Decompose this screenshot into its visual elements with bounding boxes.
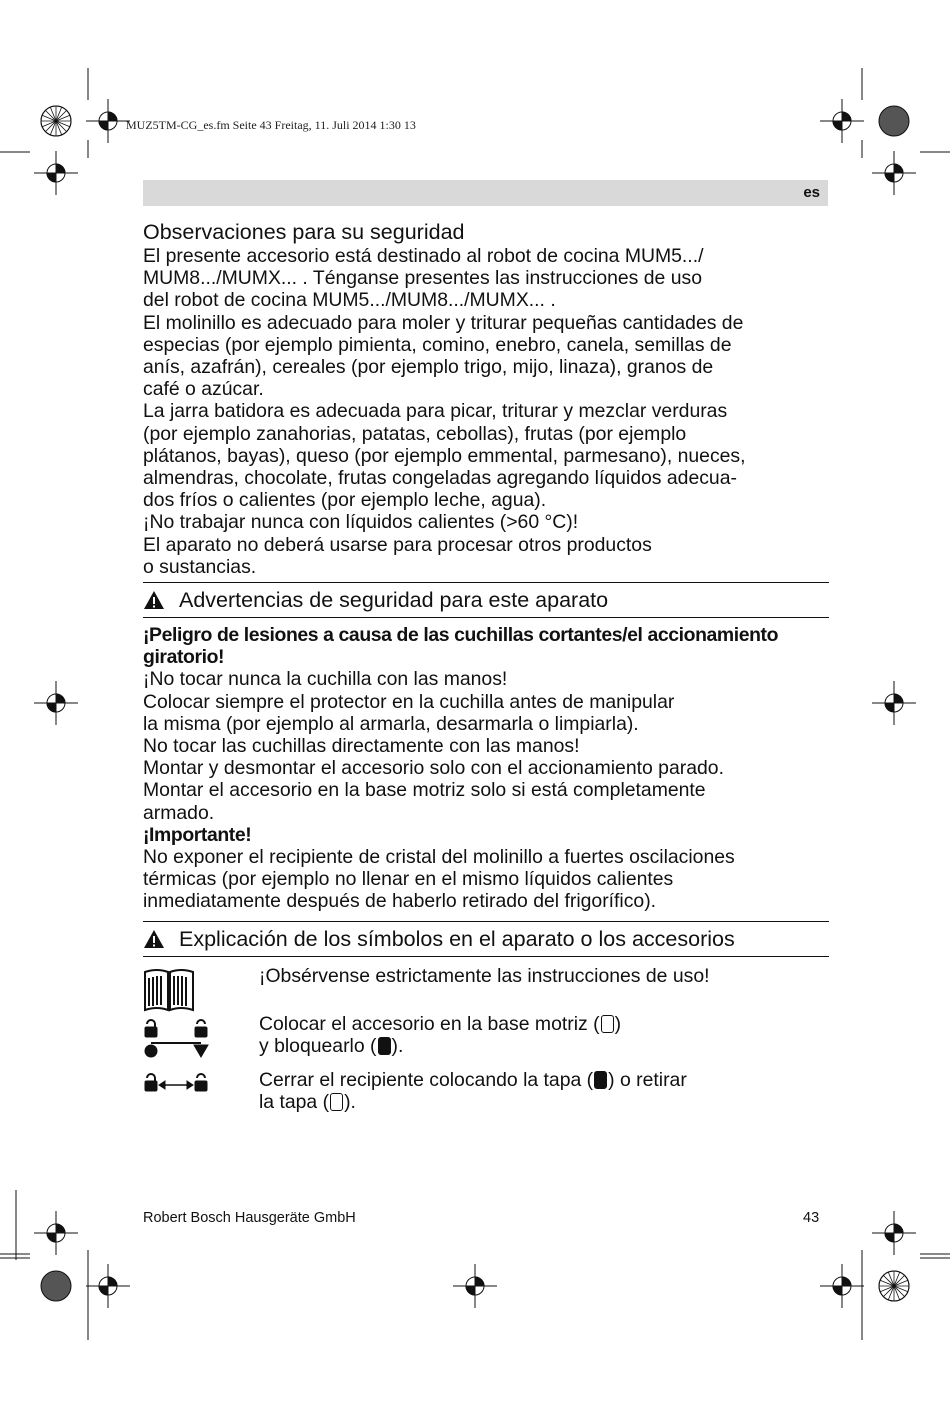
danger-line: ¡Peligro de lesiones a causa de las cuchillas cortantes/el accionamiento <box>143 624 779 647</box>
symbol-text <box>259 1013 819 1057</box>
book-icon <box>143 966 195 1014</box>
text-line: anís, azafrán), cereales (por ejemplo trigo, mijo, linaza), granos de <box>143 356 714 379</box>
text-line: Montar y desmontar el accesorio solo con el accionamiento parado. <box>143 757 724 780</box>
text-line: El aparato no deberá usarse para procesar otros productos <box>143 533 652 556</box>
unlocked-icon <box>330 1093 343 1111</box>
safety-paragraph <box>143 245 829 578</box>
symbol-text <box>259 1069 819 1113</box>
text-line: MUM8.../MUMX... . Ténganse presentes las instrucciones de uso <box>143 267 702 290</box>
text-fragment: ). <box>391 1035 404 1058</box>
text-line: No exponer el recipiente de cristal del molinillo a fuertes oscilaciones <box>143 846 735 869</box>
text-line: ¡No trabajar nunca con líquidos calientes (>60 °C)! <box>143 511 579 534</box>
text-fragment: ). <box>344 1091 356 1114</box>
lock-lid-icon <box>143 1070 209 1094</box>
locked-icon <box>594 1071 607 1089</box>
language-bar <box>143 180 828 206</box>
text-line: la misma (por ejemplo al armarla, desarmarla o limpiarla). <box>143 712 639 735</box>
section-heading-warnings <box>143 583 829 617</box>
text-line: armado. <box>143 801 215 824</box>
text-line: café o azúcar. <box>143 378 264 401</box>
warning-triangle-icon <box>143 929 165 949</box>
text-fragment: Cerrar el recipiente colocando la tapa ( <box>259 1069 594 1091</box>
section-heading-symbols <box>143 922 829 956</box>
text-fragment: ) o retirar <box>608 1069 687 1091</box>
symbol-text: ¡Obsérvense estrictamente las instrucciones de uso! <box>259 965 710 987</box>
text-line: Colocar siempre el protector en la cuchilla antes de manipular <box>143 690 675 713</box>
language-code: es <box>803 184 820 201</box>
text-line: El presente accesorio está destinado al robot de cocina MUM5.../ <box>143 245 704 267</box>
divider <box>143 956 829 957</box>
text-fragment: y bloquearlo ( <box>259 1035 377 1058</box>
text-line: almendras, chocolate, frutas congeladas agregando líquidos adecua- <box>143 467 737 490</box>
text-line: Montar el accesorio en la base motriz solo si está completamente <box>143 779 706 802</box>
text-line: especias (por ejemplo pimienta, comino, enebro, canela, semillas de <box>143 333 732 356</box>
section-title-warnings: Advertencias de seguridad para este aparato <box>179 587 609 612</box>
text-line: térmicas (por ejemplo no llenar en el mismo líquidos calientes <box>143 868 674 891</box>
danger-line: giratorio! <box>143 646 225 669</box>
footer-company: Robert Bosch Hausgeräte GmbH <box>143 1210 356 1226</box>
warning-triangle-icon <box>143 590 165 610</box>
text-fragment: Colocar el accesorio en la base motriz ( <box>259 1013 600 1035</box>
text-line: La jarra batidora es adecuada para picar, triturar y mezclar verduras <box>143 400 728 423</box>
print-header: MUZ5TM-CG_es.fm Seite 43 Freitag, 11. Juli 2014 1:30 13 <box>126 118 416 132</box>
text-line: ¡No tocar nunca la cuchilla con las manos! <box>143 668 508 691</box>
text-line: o sustancias. <box>143 555 257 578</box>
page-number: 43 <box>803 1210 820 1226</box>
text-line: inmediatamente después de haberlo retirado del frigorífico). <box>143 890 657 913</box>
text-fragment: ) <box>614 1013 622 1035</box>
text-fragment: la tapa ( <box>259 1091 330 1114</box>
text-line: El molinillo es adecuado para moler y triturar pequeñas cantidades de <box>143 311 744 334</box>
section-title-safety: Observaciones para su seguridad <box>143 220 465 244</box>
text-line: No tocar las cuchillas directamente con las manos! <box>143 735 580 758</box>
text-line: dos fríos o calientes (por ejemplo leche, agua). <box>143 489 547 512</box>
text-line: del robot de cocina MUM5.../MUM8.../MUMX... . <box>143 289 556 312</box>
important-label: ¡Importante! <box>143 823 252 846</box>
page-content <box>143 219 829 957</box>
text-line: (por ejemplo zanahorias, patatas, cebollas), frutas (por ejemplo <box>143 422 687 445</box>
locked-icon <box>378 1037 391 1055</box>
lock-mount-icon <box>143 1016 209 1060</box>
unlocked-icon <box>601 1015 614 1033</box>
text-line: plátanos, bayas), queso (por ejemplo emmental, parmesano), nueces, <box>143 444 746 467</box>
section-title-symbols: Explicación de los símbolos en el aparato o los accesorios <box>179 926 735 951</box>
